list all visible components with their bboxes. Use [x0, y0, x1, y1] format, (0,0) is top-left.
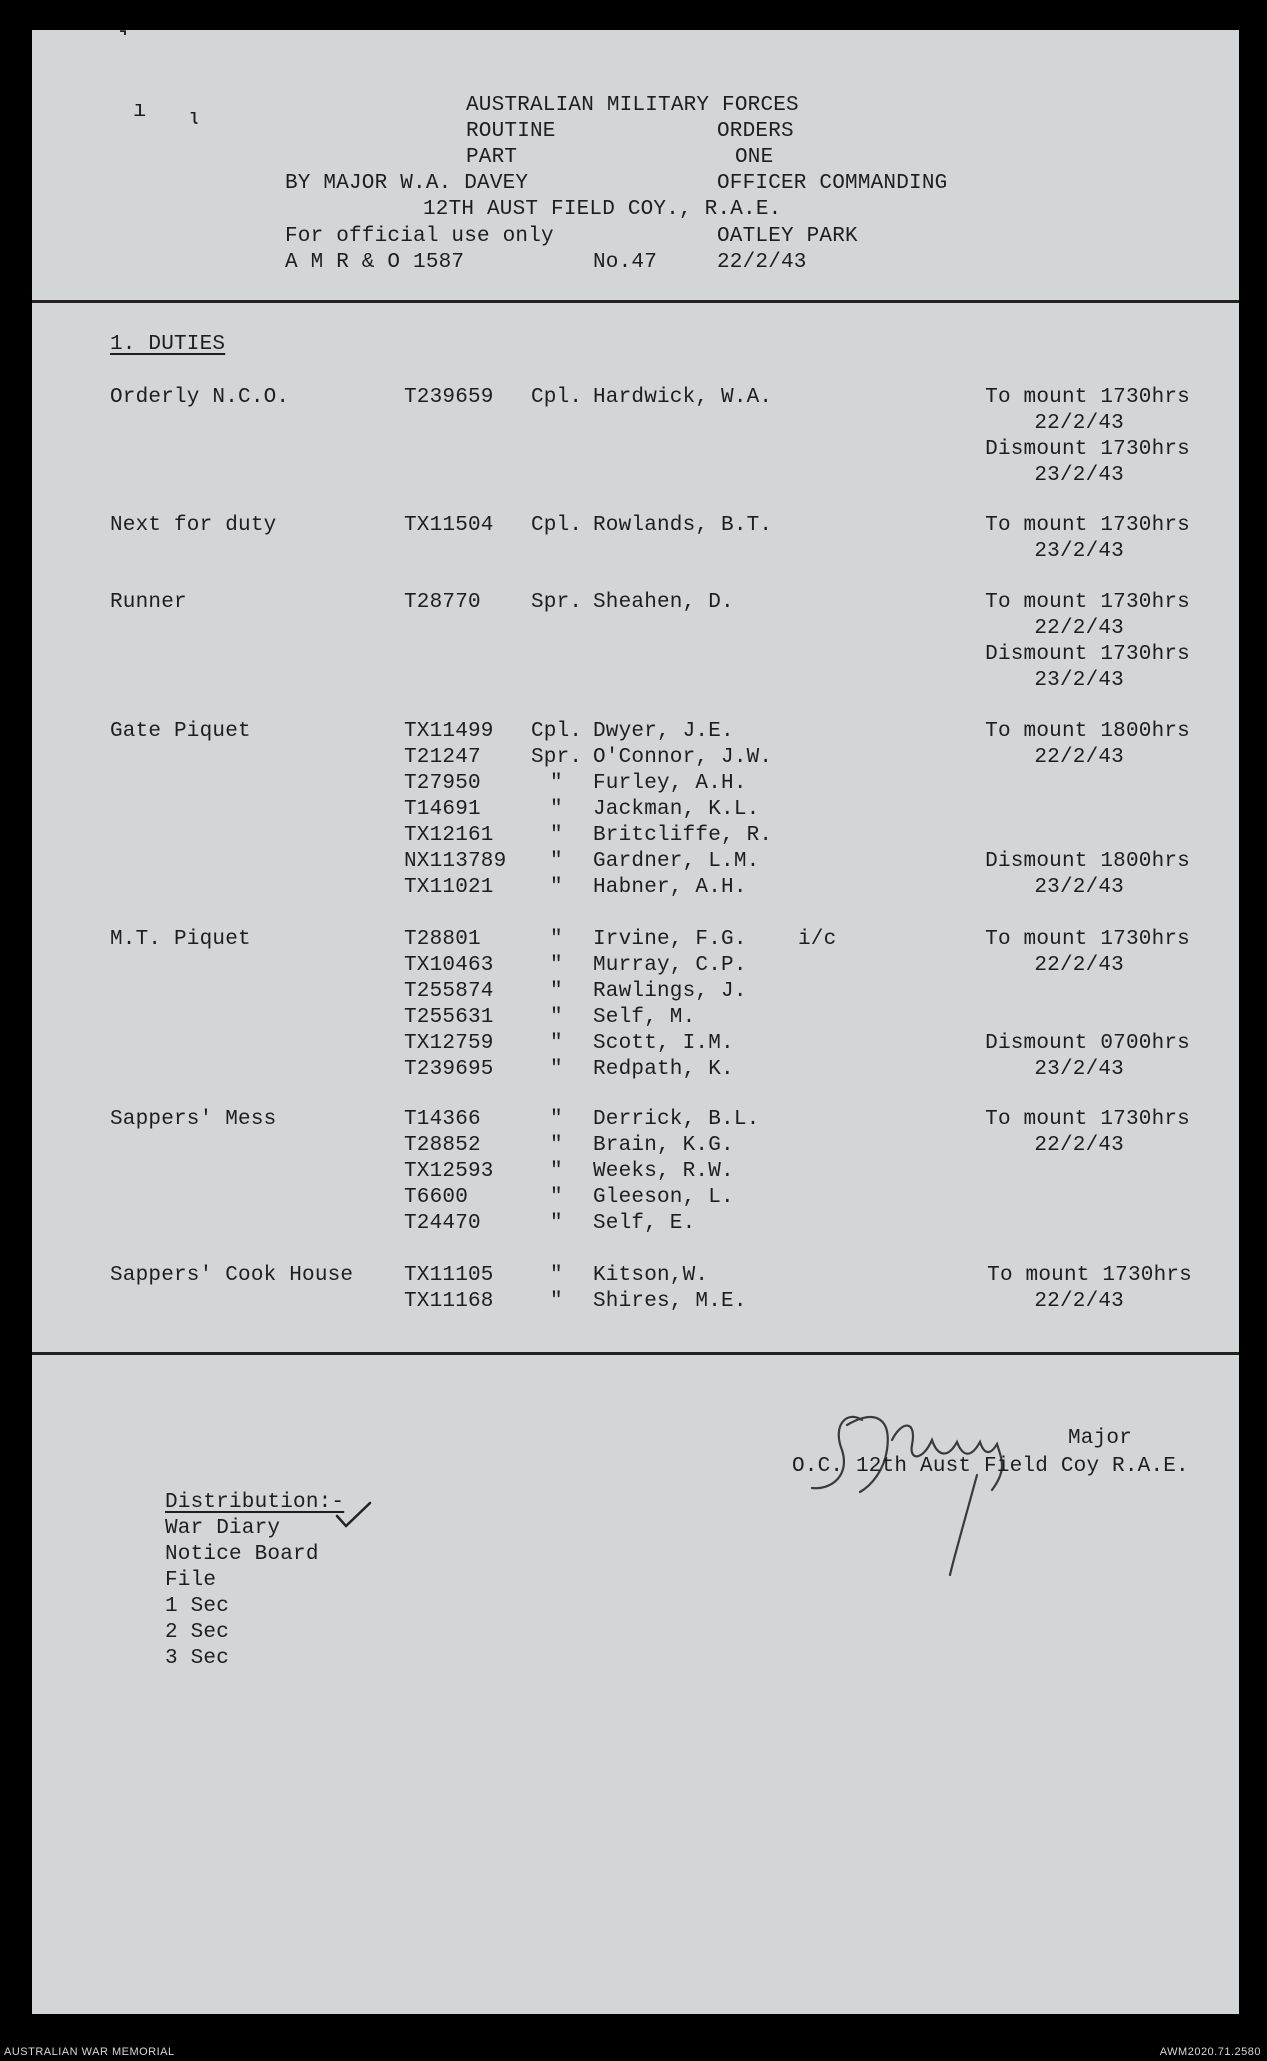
- duty-time: To mount 1730hrs: [985, 591, 1190, 614]
- person-name: Habner, A.H.: [593, 876, 747, 899]
- service-number: TX11504: [404, 514, 494, 537]
- duty-date: 22/2/43: [1034, 954, 1124, 977]
- ditto-mark: ": [550, 954, 563, 977]
- footer-accession-number: AWM2020.71.2580: [1159, 2046, 1261, 2058]
- service-number: T28852: [404, 1134, 481, 1157]
- duty-time: Dismount 1730hrs: [985, 643, 1190, 666]
- check-mark-icon: [334, 1500, 374, 1530]
- signatory-title: O.C. 12th Aust Field Coy R.A.E.: [792, 1455, 1189, 1478]
- person-name: Scott, I.M.: [593, 1032, 734, 1055]
- rank: Cpl.: [531, 386, 583, 409]
- rank: Cpl.: [531, 720, 583, 743]
- service-number: T14366: [404, 1108, 481, 1131]
- corner-mark: ı: [133, 98, 147, 123]
- service-number: T239695: [404, 1058, 494, 1081]
- duty-label: M.T. Piquet: [110, 928, 251, 951]
- ditto-mark: ": [550, 1108, 563, 1131]
- person-name: Self, E.: [593, 1212, 696, 1235]
- corner-mark: ɩ: [188, 106, 202, 131]
- service-number: TX11021: [404, 876, 494, 899]
- service-number: T6600: [404, 1186, 469, 1209]
- header-by-major: BY MAJOR W.A. DAVEY: [285, 172, 529, 195]
- duty-label: Sappers' Cook House: [110, 1264, 354, 1287]
- ditto-mark: ": [550, 1186, 563, 1209]
- ditto-mark: ": [550, 798, 563, 821]
- person-name: Furley, A.H.: [593, 772, 747, 795]
- distribution-title: Distribution:-: [165, 1491, 345, 1514]
- duty-label: Sappers' Mess: [110, 1108, 277, 1131]
- person-name: O'Connor, J.W.: [593, 746, 773, 769]
- header-amr: A M R & O 1587: [285, 251, 465, 274]
- duty-date: 23/2/43: [1034, 669, 1124, 692]
- person-name: Dwyer, J.E.: [593, 720, 734, 743]
- duty-date: 23/2/43: [1034, 1058, 1124, 1081]
- person-name: Rawlings, J.: [593, 980, 747, 1003]
- person-name: Murray, C.P.: [593, 954, 747, 977]
- duty-time: To mount 1730hrs: [985, 386, 1190, 409]
- duty-time: Dismount 0700hrs: [985, 1032, 1190, 1055]
- person-name: Rowlands, B.T.: [593, 514, 773, 537]
- duty-label: Next for duty: [110, 514, 277, 537]
- ditto-mark: ": [550, 1160, 563, 1183]
- header-location: OATLEY PARK: [717, 225, 858, 248]
- divider-top: [32, 300, 1239, 303]
- service-number: TX10463: [404, 954, 494, 977]
- ditto-mark: ": [550, 876, 563, 899]
- rank: Spr.: [531, 746, 583, 769]
- ditto-mark: ": [550, 1212, 563, 1235]
- duty-date: 22/2/43: [1034, 412, 1124, 435]
- header-unit: 12TH AUST FIELD COY., R.A.E.: [423, 198, 782, 221]
- service-number: T27950: [404, 772, 481, 795]
- duty-time: To mount 1730hrs: [985, 928, 1190, 951]
- ditto-mark: ": [550, 1290, 563, 1313]
- ditto-mark: ": [550, 850, 563, 873]
- person-name: Weeks, R.W.: [593, 1160, 734, 1183]
- ditto-mark: ": [550, 1032, 563, 1055]
- service-number: NX113789: [404, 850, 507, 873]
- duty-time: To mount 1730hrs: [985, 514, 1190, 537]
- header-part: PART: [466, 146, 518, 169]
- header-title: AUSTRALIAN MILITARY FORCES: [466, 94, 799, 117]
- document-page: [32, 30, 1239, 2014]
- person-name: Britcliffe, R.: [593, 824, 773, 847]
- service-number: T28770: [404, 591, 481, 614]
- person-name: Shires, M.E.: [593, 1290, 747, 1313]
- ditto-mark: ": [550, 1058, 563, 1081]
- service-number: TX12161: [404, 824, 494, 847]
- header-routine: ROUTINE: [466, 120, 556, 143]
- duty-date: 22/2/43: [1034, 1134, 1124, 1157]
- duty-time: Dismount 1730hrs: [985, 438, 1190, 461]
- service-number: T21247: [404, 746, 481, 769]
- service-number: T28801: [404, 928, 481, 951]
- header-orders: ORDERS: [717, 120, 794, 143]
- person-name: Gleeson, L.: [593, 1186, 734, 1209]
- service-number: TX12593: [404, 1160, 494, 1183]
- service-number: TX12759: [404, 1032, 494, 1055]
- person-name: Derrick, B.L.: [593, 1108, 760, 1131]
- duty-time: To mount 1730hrs: [987, 1264, 1192, 1287]
- service-number: T239659: [404, 386, 494, 409]
- service-number: T24470: [404, 1212, 481, 1235]
- duty-date: 22/2/43: [1034, 1290, 1124, 1313]
- header-number: No.47: [593, 251, 658, 274]
- distribution-item: Notice Board: [165, 1543, 319, 1566]
- person-name: Gardner, L.M.: [593, 850, 760, 873]
- section-title: 1. DUTIES: [110, 333, 226, 356]
- ditto-mark: ": [550, 1264, 563, 1287]
- header-official-use: For official use only: [285, 225, 554, 248]
- duty-date: 22/2/43: [1034, 746, 1124, 769]
- rank: Cpl.: [531, 514, 583, 537]
- duty-date: 23/2/43: [1034, 540, 1124, 563]
- signature-image: [792, 1380, 1082, 1580]
- duty-label: Runner: [110, 591, 187, 614]
- person-name: Sheahen, D.: [593, 591, 734, 614]
- rank: Spr.: [531, 591, 583, 614]
- ditto-mark: ": [550, 1006, 563, 1029]
- distribution-item: 1 Sec: [165, 1595, 230, 1618]
- footer-credit: AUSTRALIAN WAR MEMORIAL: [4, 2046, 175, 2058]
- person-name: Jackman, K.L.: [593, 798, 760, 821]
- ditto-mark: ": [550, 928, 563, 951]
- duty-date: 22/2/43: [1034, 617, 1124, 640]
- ditto-mark: ": [550, 772, 563, 795]
- duty-date: 23/2/43: [1034, 464, 1124, 487]
- service-number: TX11499: [404, 720, 494, 743]
- header-officer-commanding: OFFICER COMMANDING: [717, 172, 948, 195]
- ditto-mark: ": [550, 980, 563, 1003]
- signatory-rank: Major: [1068, 1427, 1133, 1450]
- service-number: T255631: [404, 1006, 494, 1029]
- distribution-item: 3 Sec: [165, 1647, 230, 1670]
- person-name: Kitson,W.: [593, 1264, 709, 1287]
- service-number: TX11168: [404, 1290, 494, 1313]
- duty-label: Gate Piquet: [110, 720, 251, 743]
- divider-bottom: [32, 1352, 1239, 1355]
- ditto-mark: ": [550, 824, 563, 847]
- person-name: Brain, K.G.: [593, 1134, 734, 1157]
- duty-label: Orderly N.C.O.: [110, 386, 290, 409]
- distribution-item: 2 Sec: [165, 1621, 230, 1644]
- distribution-item: War Diary: [165, 1517, 281, 1540]
- person-name: Self, M.: [593, 1006, 696, 1029]
- person-name: Redpath, K.: [593, 1058, 734, 1081]
- duty-time: To mount 1730hrs: [985, 1108, 1190, 1131]
- person-name: Irvine, F.G.: [593, 928, 747, 951]
- duty-time: Dismount 1800hrs: [985, 850, 1190, 873]
- corner-mark: ˺: [114, 28, 133, 62]
- distribution-item: File: [165, 1569, 217, 1592]
- service-number: T255874: [404, 980, 494, 1003]
- service-number: T14691: [404, 798, 481, 821]
- service-number: TX11105: [404, 1264, 494, 1287]
- in-charge-note: i/c: [798, 928, 837, 951]
- duty-date: 23/2/43: [1034, 876, 1124, 899]
- header-date: 22/2/43: [717, 251, 807, 274]
- person-name: Hardwick, W.A.: [593, 386, 773, 409]
- duty-time: To mount 1800hrs: [985, 720, 1190, 743]
- header-one: ONE: [735, 146, 774, 169]
- ditto-mark: ": [550, 1134, 563, 1157]
